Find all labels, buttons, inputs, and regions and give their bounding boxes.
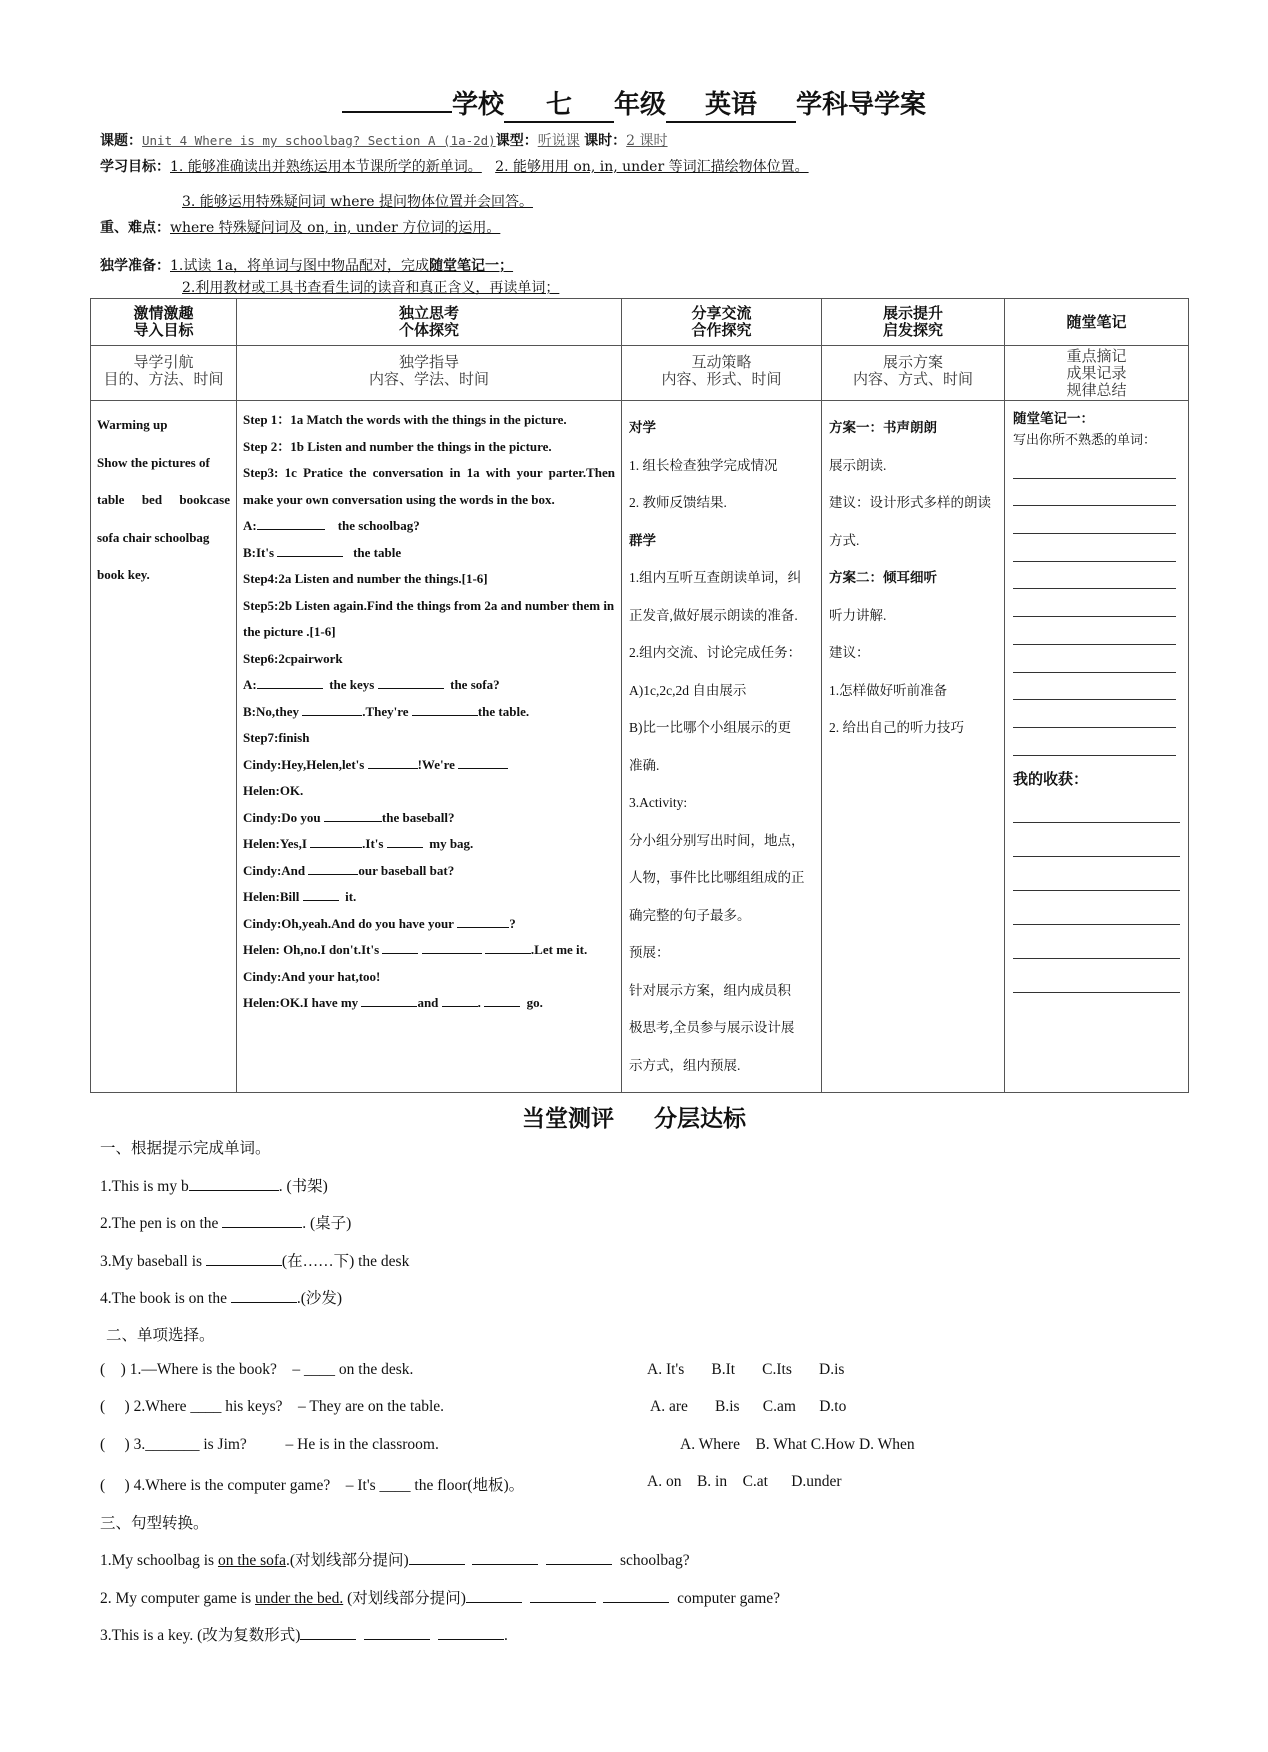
topic-line: 课题：Unit 4 Where is my schoolbag? Section A (1a-2d)课型：听说课 课时：2 课时	[100, 133, 668, 149]
fill-question-4: 4.The book is on the .(沙发)	[100, 1290, 343, 1307]
header-cell: 展示提升 启发探究	[822, 299, 1005, 346]
harvest-line[interactable]	[1013, 925, 1180, 959]
subheader-cell: 独学指导 内容、学法、时间	[237, 346, 622, 401]
key-line: 重、难点：where 特殊疑问词及 on, in, under 方位词的运用。	[100, 220, 501, 236]
grade-field[interactable]: 七	[504, 84, 614, 123]
answer-blank[interactable]	[378, 674, 444, 689]
school-blank[interactable]	[342, 111, 452, 113]
mc-question-1: ( ) 1.—Where is the book? – ____ on the desk.	[100, 1361, 414, 1378]
fill-question-2: 2.The pen is on the . (桌子)	[100, 1215, 352, 1232]
transform-question-1: 1.My schoolbag is on the sofa.(对划线部分提问) schoolbag?	[100, 1552, 690, 1569]
mc-question-4: ( ) 4.Where is the computer game? – It's ____ the floor(地板)。	[100, 1477, 525, 1494]
note-line[interactable]	[1013, 479, 1176, 507]
goal-3: 3. 能够运用特殊疑问词 where 提问物体位置并会回答。	[182, 194, 533, 210]
answer-blank[interactable]	[422, 939, 482, 954]
prep-line-1: 独学准备：1.试读 1a，将单词与图中物品配对，完成随堂笔记一；	[100, 258, 514, 274]
subheader-cell: 展示方案 内容、方式、时间	[822, 346, 1005, 401]
mc-options-2[interactable]: A. are B.is C.am D.to	[650, 1398, 847, 1415]
goals-line: 学习目标：1. 能够准确读出并熟练运用本节课所学的新单词。 2. 能够用用 on, in, under 等词汇描绘物体位置。	[100, 159, 809, 175]
school-label: 学校	[451, 90, 504, 120]
warming-up-cell: Warming up Show the pictures of table bed bookcase sofa chair schoolbag book key.	[91, 401, 237, 1093]
subheader-cell: 重点摘记 成果记录 规律总结	[1005, 346, 1189, 401]
answer-blank[interactable]	[457, 913, 509, 928]
topic-value: Unit 4 Where is my schoolbag? Section A (1a-2d)	[142, 133, 496, 148]
answer-blank[interactable]	[603, 1588, 669, 1603]
exercise-title: 当堂测评 分层达标	[521, 1106, 747, 1132]
transform-question-3: 3.This is a key. (改为复数形式) .	[100, 1627, 508, 1644]
note-line[interactable]	[1013, 700, 1176, 728]
answer-blank[interactable]	[277, 542, 343, 557]
header-cell: 分享交流 合作探究	[622, 299, 822, 346]
interaction-cell: 对学 1. 组长检查独学完成情况 2. 教师反馈结果. 群学 1.组内互听互查朗读单词，纠 正发音,做好展示朗读的准备. 2.组内交流、讨论完成任务： A)1c,2c,2d 自由展示 B)比一比哪个小组展示的更 准确. 3.Activity: 分小组分别写出时间，地点， 人物，事件比比哪组组成的正 确完整的句子最多。 预展： 针对展示方案，组内成员积 极思考,全员参与展示设计展 示方式，组内预展.	[622, 401, 822, 1093]
answer-blank[interactable]	[310, 833, 362, 848]
answer-blank[interactable]	[409, 1550, 465, 1565]
mc-options-4[interactable]: A. on B. in C.at D.under	[647, 1473, 842, 1490]
answer-blank[interactable]	[324, 807, 382, 822]
steps-cell: Step 1：1a Match the words with the things in the picture. Step 2：1b Listen and number the things in the picture. Step3: 1c Pratice the conversation in 1a with your parter.Then make your own conversation using the words in the box. A: the schoolbag? B:It's the table Step4:2a Listen and number the things.[1-6] Step5:2b Listen again.Find the things from 2a and number them in the picture .[1-6] Step6:2cpairwork A: the keys the sofa? B:No,they .They're the table. Step7:finish Cindy:Hey,Helen,let's !We're Helen:OK. Cindy:Do you the baseball? Helen:Yes,I .It's my bag. Cindy:And our baseball bat? Helen:Bill it. Cindy:Oh,yeah.And do you have your ? Helen: Oh,no.I don't.It's .Let me it. Cindy:And your hat,too! Helen:OK.I have my and . go.	[237, 401, 622, 1093]
prep-line-2: 2.利用教材或工具书查看生词的读音和真正含义，再读单词；	[182, 280, 560, 296]
answer-blank[interactable]	[466, 1588, 522, 1603]
fill-question-3: 3.My baseball is (在……下) the desk	[100, 1253, 410, 1270]
header-cell: 独立思考 个体探究	[237, 299, 622, 346]
answer-blank[interactable]	[361, 992, 417, 1007]
answer-blank[interactable]	[412, 701, 478, 716]
answer-blank[interactable]	[364, 1625, 430, 1640]
harvest-line[interactable]	[1013, 959, 1180, 993]
subheader-cell: 互动策略 内容、形式、时间	[622, 346, 822, 401]
header-cell: 激情激趣 导入目标	[91, 299, 237, 346]
answer-blank[interactable]	[302, 701, 362, 716]
note-line[interactable]	[1013, 728, 1176, 756]
answer-blank[interactable]	[387, 833, 423, 848]
answer-blank[interactable]	[485, 939, 531, 954]
header-cell: 随堂笔记	[1005, 299, 1189, 346]
note-line[interactable]	[1013, 506, 1176, 534]
mc-options-3[interactable]: A. Where B. What C.How D. When	[680, 1436, 915, 1453]
answer-blank[interactable]	[303, 886, 339, 901]
subheader-cell: 导学引航 目的、方法、时间	[91, 346, 237, 401]
note-line[interactable]	[1013, 645, 1176, 673]
mc-options-1[interactable]: A. It's B.It C.Its D.is	[647, 1361, 845, 1378]
note-line[interactable]	[1013, 534, 1176, 562]
fill-question-1: 1.This is my b . (书架)	[100, 1178, 328, 1195]
notes-cell: 随堂笔记一： 写出你所不熟悉的单词： 我的收获：	[1005, 401, 1189, 1093]
showcase-cell: 方案一：书声朗朗 展示朗读. 建议：设计形式多样的朗读 方式. 方案二：倾耳细听 听力讲解. 建议： 1.怎样做好听前准备 2. 给出自己的听力技巧	[822, 401, 1005, 1093]
guide-table	[90, 298, 1189, 1093]
answer-blank[interactable]	[206, 1251, 282, 1266]
answer-blank[interactable]	[546, 1550, 612, 1565]
answer-blank[interactable]	[257, 515, 325, 530]
harvest-line[interactable]	[1013, 823, 1180, 857]
answer-blank[interactable]	[438, 1625, 504, 1640]
grade-label: 年级	[613, 90, 666, 120]
harvest-line[interactable]	[1013, 891, 1180, 925]
harvest-label: 我的收获：	[1013, 769, 1089, 788]
mc-question-2: ( ) 2.Where ____ his keys? – They are on the table.	[100, 1398, 445, 1415]
answer-blank[interactable]	[257, 674, 323, 689]
note-line[interactable]	[1013, 589, 1176, 617]
answer-blank[interactable]	[231, 1288, 297, 1303]
note-line[interactable]	[1013, 617, 1176, 645]
answer-blank[interactable]	[530, 1588, 596, 1603]
subject-field[interactable]: 英语	[666, 84, 796, 123]
section-2-title: 二、单项选择。	[106, 1327, 215, 1344]
harvest-line[interactable]	[1013, 857, 1180, 891]
answer-blank[interactable]	[442, 992, 478, 1007]
answer-blank[interactable]	[308, 860, 358, 875]
note-line[interactable]	[1013, 673, 1176, 701]
answer-blank[interactable]	[368, 754, 418, 769]
answer-blank[interactable]	[189, 1176, 279, 1191]
answer-blank[interactable]	[300, 1625, 356, 1640]
answer-blank[interactable]	[382, 939, 418, 954]
section-3-title: 三、句型转换。	[100, 1515, 209, 1532]
answer-blank[interactable]	[222, 1213, 302, 1228]
content-row	[91, 401, 1189, 1093]
answer-blank[interactable]	[458, 754, 508, 769]
transform-question-2: 2. My computer game is under the bed. (对划线部分提问) computer game?	[100, 1590, 781, 1607]
subject-label: 学科导学案	[796, 90, 927, 120]
note-line[interactable]	[1013, 451, 1176, 479]
subheader-row	[91, 346, 1189, 401]
note-line[interactable]	[1013, 562, 1176, 590]
page-title	[0, 84, 1268, 123]
mc-question-3: ( ) 3._______ is Jim? – He is in the classroom.	[100, 1436, 439, 1453]
header-row	[91, 299, 1189, 346]
section-1-title: 一、根据提示完成单词。	[100, 1140, 271, 1157]
harvest-line[interactable]	[1013, 789, 1180, 823]
answer-blank[interactable]	[484, 992, 520, 1007]
answer-blank[interactable]	[472, 1550, 538, 1565]
